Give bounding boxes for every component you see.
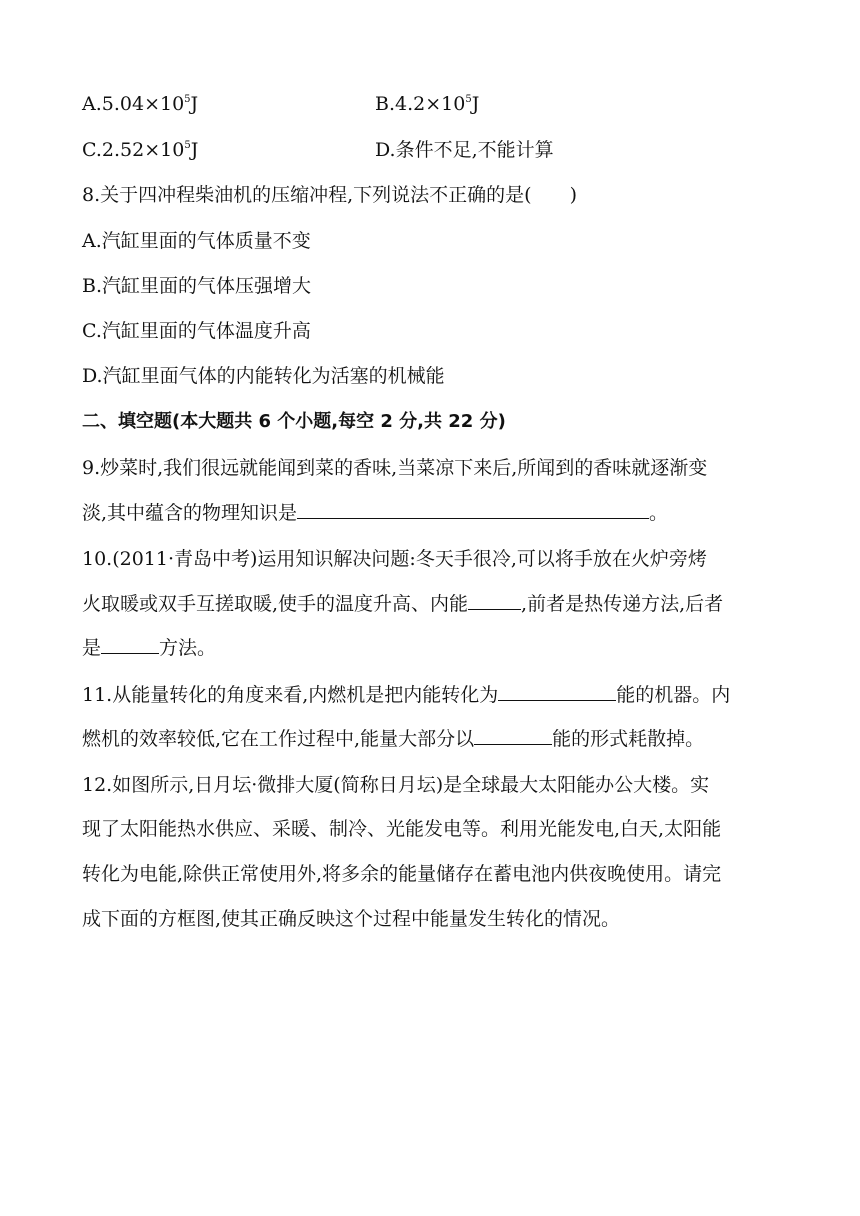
q7-options-row-1 — [82, 90, 480, 118]
q12-line-3: 转化为电能,除供正常使用外,将多余的能量储存在蓄电池内供夜晚使用。请完 — [82, 863, 722, 885]
q9-line-1: 9.炒菜时,我们很远就能闻到菜的香味,当菜凉下来后,所闻到的香味就逐渐变 — [82, 457, 708, 479]
q9-answer-blank[interactable] — [297, 498, 649, 519]
q7-option-a: $A.5.04\times 10^5J$ — [82, 93, 199, 115]
q10-answer-blank-1[interactable] — [468, 589, 521, 610]
q7-option-c: $C.2.52\times 10^5J$ — [82, 139, 199, 161]
q12-line-1: 12.如图所示,日月坛·微排大厦(简称日月坛)是全球最大太阳能办公大楼。实 — [82, 774, 710, 796]
q7-options-row-2 — [82, 136, 554, 164]
q11-answer-blank-2[interactable] — [474, 724, 552, 745]
q11-line-1: 11.从能量转化的角度来看,内燃机是把内能转化为 能的机器。内 — [82, 680, 730, 709]
q8-option-d: D.汽缸里面气体的内能转化为活塞的机械能 — [82, 365, 445, 387]
q7-option-b: $B.4.2\times 10^5J$ — [375, 93, 480, 115]
q10-answer-blank-2[interactable] — [101, 633, 159, 654]
q9-line-2: 淡,其中蕴含的物理知识是 。 — [82, 498, 668, 527]
q8-option-b: B.汽缸里面的气体压强增大 — [82, 275, 312, 297]
q10-line-3: 是 方法。 — [82, 633, 216, 662]
q11-line-2: 燃机的效率较低,它在工作过程中,能量大部分以 能的形式耗散掉。 — [82, 724, 704, 753]
q8-option-c: C.汽缸里面的气体温度升高 — [82, 320, 311, 342]
q12-line-4: 成下面的方框图,使其正确反映这个过程中能量发生转化的情况。 — [82, 908, 621, 930]
q10-line-2: 火取暖或双手互搓取暖,使手的温度升高、内能 ,前者是热传递方法,后者 — [82, 589, 723, 618]
q8-stem: 8.关于四冲程柴油机的压缩冲程,下列说法不正确的是( ) — [82, 184, 577, 206]
q8-option-a: A.汽缸里面的气体质量不变 — [82, 230, 311, 252]
q7-option-d: D.条件不足,不能计算 — [375, 139, 554, 161]
q12-line-2: 现了太阳能热水供应、采暖、制冷、光能发电等。利用光能发电,白天,太阳能 — [82, 818, 722, 840]
q11-answer-blank-1[interactable] — [498, 680, 616, 701]
q10-line-1: 10.(2011·青岛中考)运用知识解决问题:冬天手很冷,可以将手放在火炉旁烤 — [82, 548, 707, 570]
section-2-title: 二、填空题(本大题共 6 个小题,每空 2 分,共 22 分) — [82, 411, 506, 432]
